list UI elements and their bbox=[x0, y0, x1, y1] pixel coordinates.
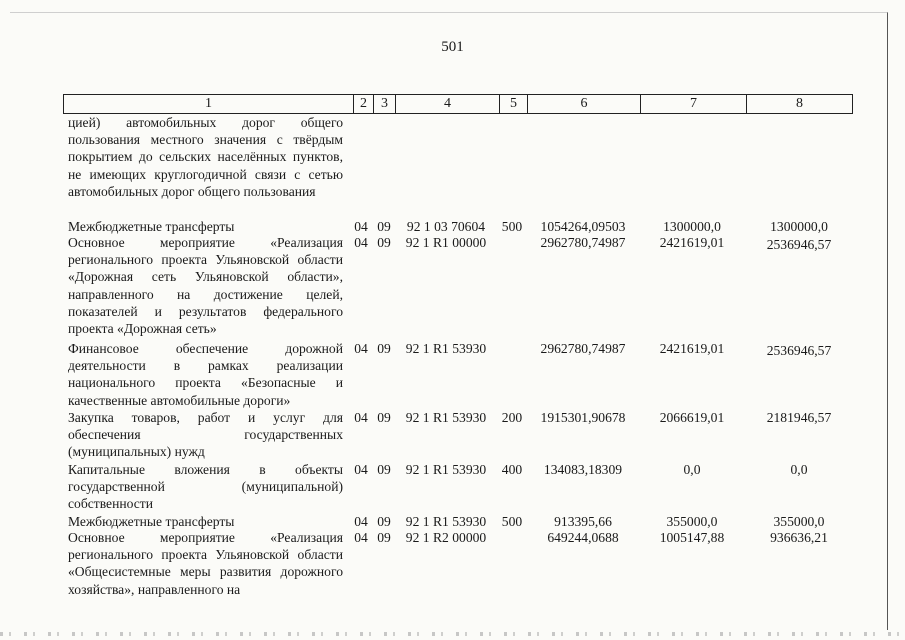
cell-target-article: 92 1 03 70604 bbox=[406, 219, 486, 234]
cell-amount-col7: 2421619,01 bbox=[659, 235, 725, 250]
header-col-2: 2 bbox=[353, 95, 373, 113]
cell-target-article: 92 1 R1 53930 bbox=[405, 341, 487, 356]
cell-amount-col8: 936636,21 bbox=[770, 530, 828, 545]
cell-amount-col8: 0,0 bbox=[790, 462, 808, 477]
cell-amount-col8: 355000,0 bbox=[773, 514, 825, 529]
header-col-1: 1 bbox=[205, 96, 212, 111]
cell-subsection: 09 bbox=[377, 235, 391, 250]
cell-subsection: 09 bbox=[377, 341, 391, 356]
cell-amount-col6: 913395,66 bbox=[554, 514, 612, 529]
cell-amount-col7: 1300000,0 bbox=[663, 219, 721, 234]
cell-amount-col7: 1005147,88 bbox=[659, 530, 725, 545]
cell-subsection: 09 bbox=[377, 514, 391, 529]
table-header bbox=[63, 94, 853, 114]
cell-section: 04 bbox=[354, 219, 368, 234]
header-col-7: 7 bbox=[640, 95, 746, 113]
cell-target-article: 92 1 R2 00000 bbox=[405, 530, 487, 545]
cell-amount-col7: 0,0 bbox=[683, 462, 701, 477]
row-description: Капитальные вложения в объекты государственной (муниципальной) собственности bbox=[68, 462, 343, 512]
cell-subsection: 09 bbox=[377, 462, 391, 477]
row-description: Межбюджетные трансферты bbox=[68, 514, 235, 529]
header-col-8: 8 bbox=[746, 95, 852, 113]
cell-subsection: 09 bbox=[377, 410, 391, 425]
cell-expense-type: 500 bbox=[501, 514, 523, 529]
row-description: Основное мероприятие «Реализация регионального проекта Ульяновской области «Дорожная сеть Ульяновской области», направленного на достижение целей, показателей и результатов федерального проекта «Дорожная сеть» bbox=[68, 235, 343, 337]
cell-expense-type: 200 bbox=[501, 410, 523, 425]
cell-section: 04 bbox=[354, 530, 368, 545]
row-description: Межбюджетные трансферты bbox=[68, 219, 235, 234]
cell-amount-col6: 1054264,09503 bbox=[540, 219, 626, 234]
cell-amount-col7: 2421619,01 bbox=[659, 341, 725, 356]
cell-amount-col6: 134083,18309 bbox=[543, 462, 623, 477]
cell-section: 04 bbox=[354, 410, 368, 425]
cell-section: 04 bbox=[354, 462, 368, 477]
cell-amount-col6: 1915301,90678 bbox=[540, 410, 626, 425]
cell-amount-col7: 2066619,01 bbox=[659, 410, 725, 425]
header-col-6: 6 bbox=[527, 95, 640, 113]
cell-expense-type: 500 bbox=[501, 219, 523, 234]
row-description: Основное мероприятие «Реализация регионального проекта Ульяновской области «Общесистемные меры развития дорожного хозяйства», направленного на bbox=[68, 530, 343, 597]
cell-section: 04 bbox=[354, 514, 368, 529]
row-description: цией) автомобильных дорог общего пользования местного значения с твёрдым покрытием до сельских населённых пунктов, не имеющих круглогодичной связи с сетью автомобильных дорог общего пользования bbox=[68, 115, 343, 199]
header-col-4: 4 bbox=[395, 95, 499, 113]
cell-section: 04 bbox=[354, 341, 368, 356]
cell-amount-col8: 2181946,57 bbox=[766, 410, 832, 425]
row-description: Закупка товаров, работ и услуг для обеспечения государственных (муниципальных) нужд bbox=[68, 410, 343, 460]
cell-target-article: 92 1 R1 53930 bbox=[405, 514, 487, 529]
cell-target-article: 92 1 R1 53930 bbox=[405, 410, 487, 425]
cell-amount-col6: 2962780,74987 bbox=[540, 235, 626, 250]
cell-amount-col8: 2536946,57 bbox=[766, 343, 832, 358]
cell-section: 04 bbox=[354, 235, 368, 250]
page-number: 501 bbox=[441, 39, 464, 55]
cell-amount-col8: 2536946,57 bbox=[766, 237, 832, 252]
cell-subsection: 09 bbox=[377, 219, 391, 234]
cell-amount-col7: 355000,0 bbox=[666, 514, 718, 529]
header-col-3: 3 bbox=[373, 95, 395, 113]
cell-amount-col8: 1300000,0 bbox=[770, 219, 828, 234]
scan-noise-strip bbox=[0, 632, 905, 636]
cell-target-article: 92 1 R1 00000 bbox=[405, 235, 487, 250]
cell-target-article: 92 1 R1 53930 bbox=[405, 462, 487, 477]
row-description: Финансовое обеспечение дорожной деятельности в рамках реализации национального проекта «Безопасные и качественные автомобильные дороги» bbox=[68, 341, 343, 408]
cell-amount-col6: 649244,0688 bbox=[547, 530, 619, 545]
cell-amount-col6: 2962780,74987 bbox=[540, 341, 626, 356]
cell-subsection: 09 bbox=[377, 530, 391, 545]
cell-expense-type: 400 bbox=[501, 462, 523, 477]
header-col-5: 5 bbox=[499, 95, 527, 113]
